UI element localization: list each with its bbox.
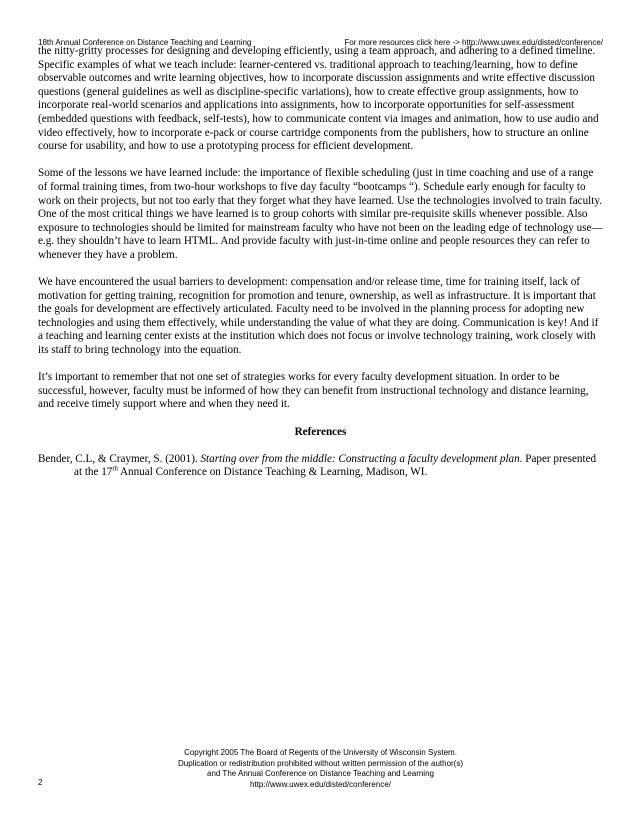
page-number: 2 bbox=[38, 778, 43, 787]
reference-entry bbox=[38, 453, 603, 480]
copyright-line: Copyright 2005 The Board of Regents of the University of Wisconsin System. bbox=[184, 748, 457, 757]
reference-venue-rest: Annual Conference on Distance Teaching & Learning, Madison, WI. bbox=[117, 466, 428, 479]
paragraph: It’s important to remember that not one set of strategies works for every faculty development situation. In order to be successful, however, faculty must be informed of how they can benefit from instructional technology and distance learning, and receive timely support where and when they need it. bbox=[38, 371, 589, 411]
paragraph: the nitty-gritty processes for designing and developing efficiently, using a team approach, and adhering to a defined timeline. Specific examples of what we teach include: learner-centered vs. traditional approach to teaching/learning, how to define observable outcomes and write learning objectives, how to incorporate discussion assignments and write effective discussion questions (general guidelines as well as discipline-specific variations), how to create effective group assignments, how to incorporate real-world scenarios and applications into assignments, how to incorporate opportunities for self-assessment (embedded questions with feedback, self-tests), how to communicate content via images and animation, how to use audio and video effectively, how to incorporate e-pack or course cartridge components from the publishers, how to structure an online course for usability, and how to use a prototyping process for efficient development. bbox=[38, 45, 599, 153]
paragraph: Some of the lessons we have learned include: the importance of flexible scheduling (just in time coaching and use of a range of formal training times, from two-hour workshops to five day faculty “bootcamps “). Schedule early enough for faculty to work on their projects, but not too early that they forget what they have learned. Use the technologies involved to train faculty. One of the most critical things we have learned is to group cohorts with similar pre-requisite skills whenever possible. Also exposure to technologies should be limited for mainstream faculty who have not been on the leading edge of technology use—e.g. they shouldn’t have to learn HTML. And provide faculty with just-in-time online and people resources they can refer to whenever they have a problem. bbox=[38, 167, 603, 261]
references-heading: References bbox=[294, 425, 347, 438]
copyright-notice bbox=[38, 748, 603, 790]
reference-superscript: th bbox=[112, 464, 118, 473]
copyright-line: Duplication or redistribution prohibited without written permission of the author(s) bbox=[177, 758, 464, 768]
reference-authors: Bender, C.L, & Craymer, S. (2001). bbox=[38, 452, 201, 465]
body-text bbox=[38, 45, 603, 480]
conference-title: 18th Annual Conference on Distance Teaching and Learning bbox=[38, 38, 252, 47]
paragraph: We have encountered the usual barriers to development: compensation and/or release time, time for training itself, lack of motivation for getting training, recognition for promotion and tenure, ownership, as well as infrastructure. It is important that the goals for development are effectively articulated. Faculty need to be involved in the planning process for adopting new technologies and using them effectively, while understanding the value of what they are doing. Communication is key! And if a teaching and learning center exists at the institution which does not focus or involve technology training, work closely with its staff to bring technology into the equation. bbox=[38, 276, 599, 357]
resources-link[interactable]: For more resources click here -> http://www.uwex.edu/disted/conference/ bbox=[344, 38, 603, 47]
reference-venue: Paper presented at the 17 bbox=[74, 452, 597, 479]
copyright-line: and The Annual Conference on Distance Teaching and Learning bbox=[207, 769, 434, 778]
copyright-url[interactable]: http://www.uwex.edu/disted/conference/ bbox=[250, 779, 391, 789]
reference-title: Starting over from the middle: Constructing a faculty development plan. bbox=[200, 452, 523, 465]
